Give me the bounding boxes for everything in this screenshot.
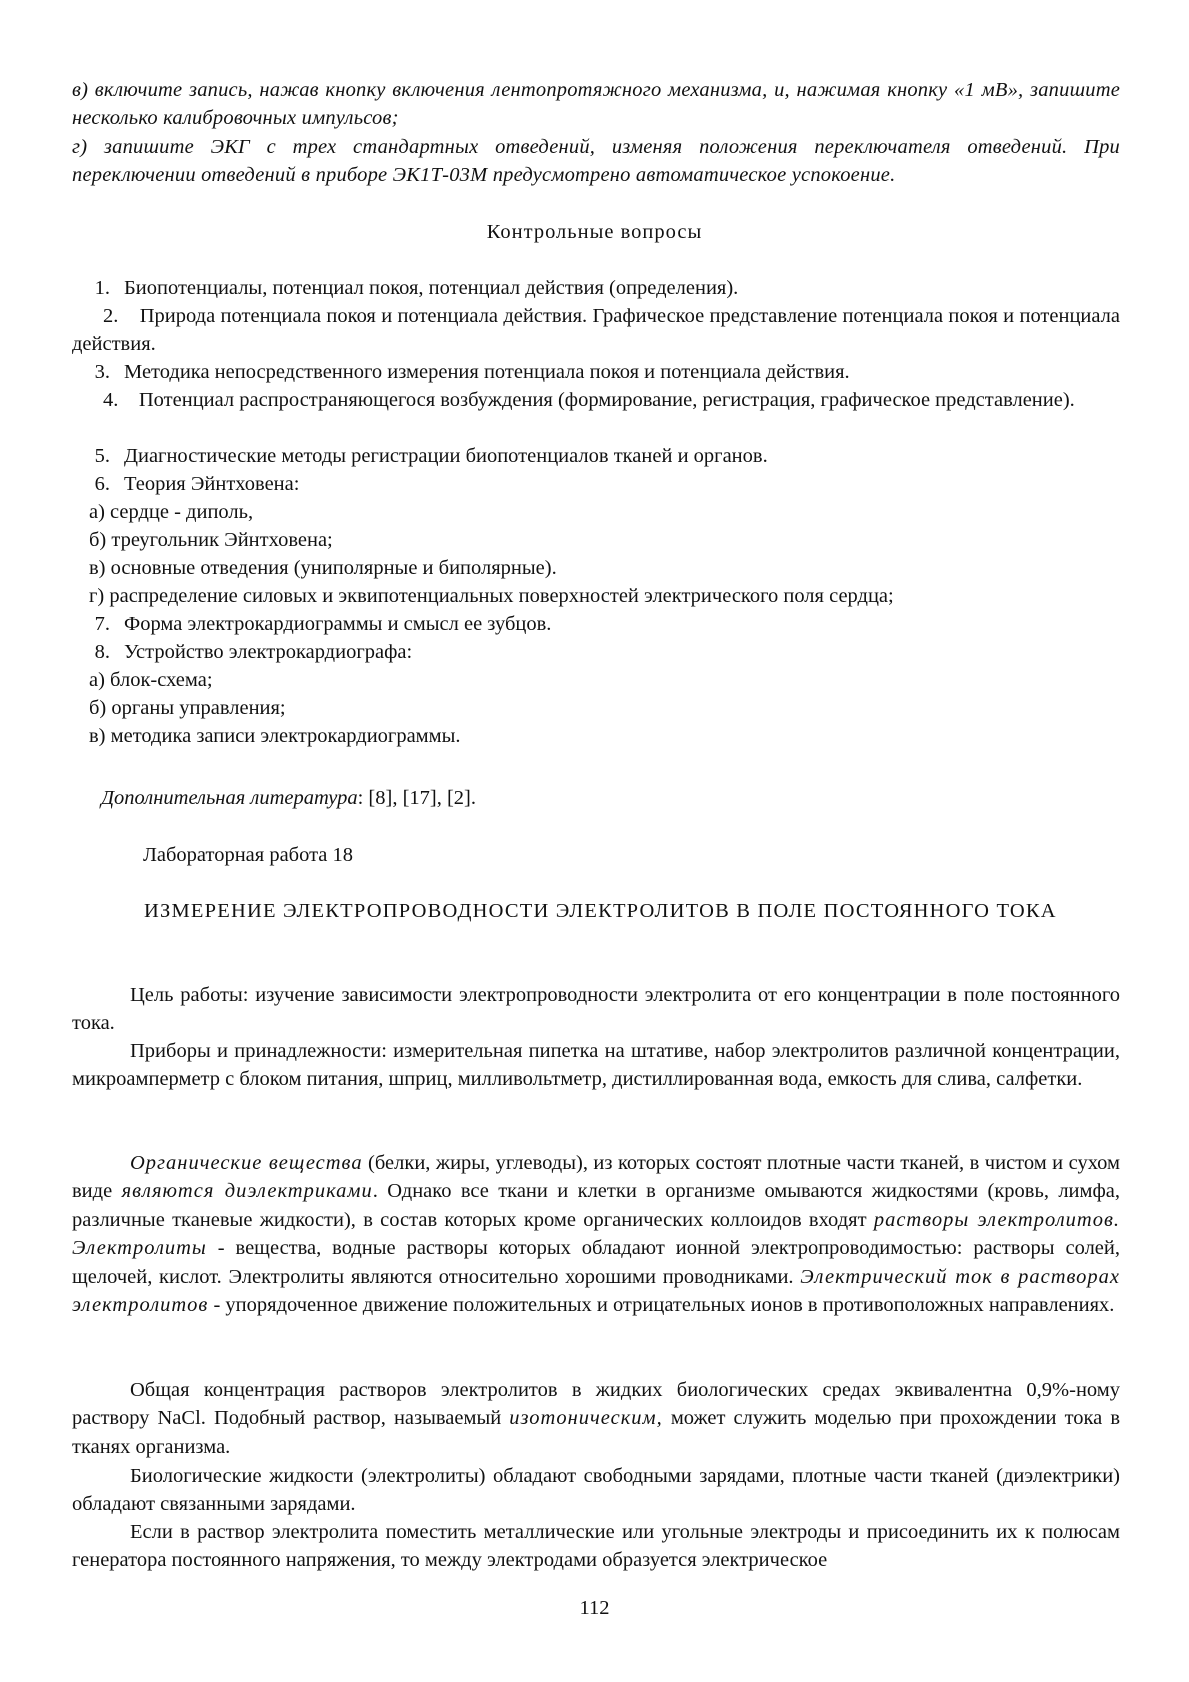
questions-heading: Контрольные вопросы [486, 221, 703, 243]
question-text: Методика непосредственного измерения потенциала покоя и потенциала действия. [124, 361, 850, 383]
question-item [72, 442, 768, 470]
question-item [72, 470, 299, 498]
question-item [72, 610, 551, 638]
question-text: Биопотенциалы, потенциал покоя, потенциал действия (определения). [124, 277, 739, 299]
question-text: Природа потенциала покоя и потенциала действия. Графическое представление потенциала покоя и потенциала действия. [72, 305, 1121, 356]
question-text: Диагностические методы регистрации биопотенциалов тканей и органов. [124, 445, 768, 467]
lab-work-number: Лабораторная работа 18 [143, 844, 354, 866]
question-item [72, 302, 1120, 359]
question-item [72, 386, 1120, 414]
question-number: 8. [94, 641, 110, 663]
question-subitem: а) сердце - диполь, [89, 501, 254, 523]
question-number: 4. [103, 389, 119, 411]
paragraph-text: Общая концентрация растворов электролитов в жидких биологических средах эквивалентна 0,9%-ному раствору NaCl. Подобный раствор, называемый [72, 1379, 1120, 1430]
question-number: 1. [94, 277, 110, 299]
question-subitem: б) органы управления; [89, 697, 286, 719]
paragraph-text: . Однако все ткани и клетки в организме омываются жидкостями (кровь, лимфа, различные тканевые жидкости), в состав которых кроме органических коллоидов входят [72, 1180, 1121, 1231]
paragraph-text: (белки, жиры, углеводы), из которых состоят плотные части тканей, в чистом и сухом виде [72, 1152, 1121, 1203]
question-subitem: в) методика записи электрокардиограммы. [89, 725, 461, 747]
italic-term: Электрический ток в растворах электролитов [72, 1265, 1120, 1317]
literature-label: Дополнительная литература [101, 787, 358, 809]
question-text: Потенциал распространяющегося возбуждения (формирование, регистрация, графическое представление). [138, 389, 1075, 411]
question-item [72, 638, 412, 666]
italic-term: являются диэлектриками [121, 1180, 373, 1203]
question-subitem: б) треугольник Эйнтховена; [89, 529, 333, 551]
question-number: 3. [94, 361, 110, 383]
paragraph-text: - упорядоченное движение положительных и отрицательных ионов в противоположных направлениях. [208, 1294, 1115, 1317]
body-paragraph-1 [72, 1149, 1120, 1319]
question-number: 7. [94, 613, 110, 635]
paragraph-text: может служить моделью при прохождении тока в тканях организма. [72, 1407, 1120, 1458]
question-number: 2. [103, 305, 119, 327]
body-paragraph-2 [72, 1376, 1120, 1461]
literature-refs: : [8], [17], [2]. [357, 787, 476, 809]
question-subitem: в) основные отведения (униполярные и биполярные). [89, 557, 557, 579]
additional-literature [101, 784, 476, 812]
question-item [72, 274, 738, 302]
paragraph-text: - вещества, водные растворы которых обладают ионной электропроводимостью: растворы солей, щелочей, кислот. Электролиты являются относительно хорошими проводниками. [72, 1237, 1120, 1288]
lab-work-title: ИЗМЕРЕНИЕ ЭЛЕКТРОПРОВОДНОСТИ ЭЛЕКТРОЛИТОВ В ПОЛЕ ПОСТОЯННОГО ТОКА [144, 900, 1057, 922]
instruction-step-g: г) запишите ЭКГ с трех стандартных отведений, изменяя положения переключателя отведений. При переключении отведений в приборе ЭК1Т-03М предусмотрено автоматическое успокоение. [72, 136, 1120, 187]
instruction-step-v: в) включите запись, нажав кнопку включения лентопротяжного механизма, и, нажимая кнопку «1 мВ», запишите несколько калибровочных импульсов; [72, 79, 1120, 130]
body-paragraph-3: Биологические жидкости (электролиты) обладают свободными зарядами, плотные части тканей (диэлектрики) обладают связанными зарядами. [72, 1465, 1120, 1516]
question-text: Устройство электрокардиографа: [124, 641, 413, 663]
italic-term: растворы электролитов. Электролиты [72, 1208, 1120, 1260]
question-number: 5. [94, 445, 110, 467]
question-number: 6. [94, 473, 110, 495]
lab-goal: Цель работы: изучение зависимости электропроводности электролита от его концентрации в поле постоянного тока. [72, 984, 1120, 1035]
italic-term: Органические вещества [130, 1152, 363, 1174]
body-paragraph-4: Если в раствор электролита поместить металлические или угольные электроды и присоединить их к полюсам генератора постоянного напряжения, то между электродами образуется электрическое [72, 1521, 1120, 1572]
question-text: Теория Эйнтховена: [124, 473, 300, 495]
italic-term: изотоническим, [509, 1407, 663, 1430]
question-text: Форма электрокардиограммы и смысл ее зубцов. [124, 613, 552, 635]
question-item [72, 358, 850, 386]
question-subitem: г) распределение силовых и эквипотенциальных поверхностей электрического поля сердца; [89, 585, 894, 607]
question-subitem: а) блок-схема; [89, 669, 213, 691]
page-number: 112 [579, 1597, 610, 1619]
lab-equipment: Приборы и принадлежности: измерительная пипетка на штативе, набор электролитов различной концентрации, микроамперметр с блоком питания, шприц, милливольтметр, дистиллированная вода, емкость для слива, салфетки. [72, 1040, 1120, 1091]
